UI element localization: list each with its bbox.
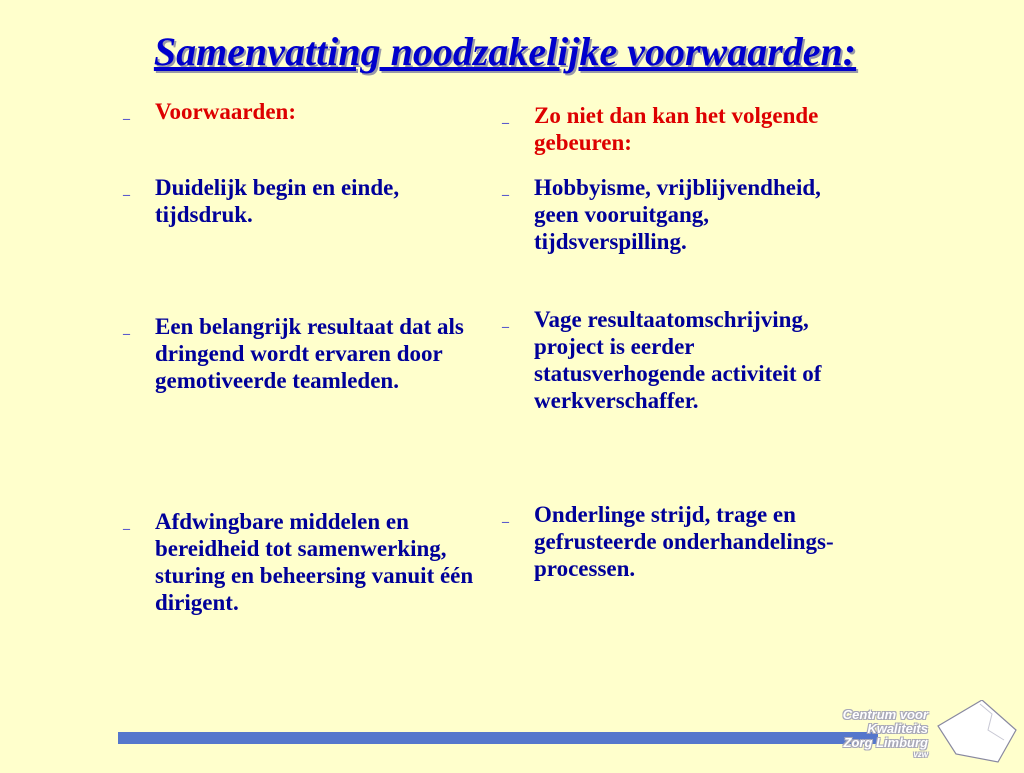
left-item-1 [123,174,475,228]
logo-line-2: Kwaliteits [867,721,928,736]
bullet-dash: _ [123,517,130,532]
footer-bar [118,732,878,744]
right-item-1 [502,174,844,255]
bullet-dash: _ [502,510,509,525]
bullet-dash: _ [502,111,509,126]
bullet-dash: _ [123,107,130,122]
right-item-2-text: Vage resultaatomschrijving, project is eerder statusverhogende activiteit of werkverschaffer. [534,307,822,413]
bullet-dash: _ [502,315,509,330]
right-item-1-text: Hobbyisme, vrijblijvendheid, geen vooruitgang, tijdsverspilling. [534,175,821,254]
right-item-0 [502,102,844,156]
left-item-3-text: Afdwingbare middelen en bereidheid tot samenwerking, sturing en beheersing vanuit één dirigent. [155,509,474,615]
right-item-0-text: Zo niet dan kan het volgende gebeuren: [534,103,819,155]
logo-line-4: vzw [913,750,928,759]
bullet-dash: _ [123,322,130,337]
right-item-3 [502,501,844,582]
bullet-dash: _ [502,183,509,198]
right-item-2 [502,306,844,414]
logo-line-3: Zorg Limburg [843,735,928,750]
left-item-0 [123,98,475,125]
left-item-1-text: Duidelijk begin en einde, tijdsdruk. [155,175,400,227]
left-item-2-text: Een belangrijk resultaat dat als dringend wordt ervaren door gemotiveerde teamleden. [155,314,464,393]
bullet-dash: _ [123,183,130,198]
right-item-3-text: Onderlinge strijd, trage en gefrusteerde onderhandelings-processen. [534,502,834,581]
organization-logo [820,700,1024,768]
slide-title: Samenvatting noodzakelijke voorwaarden: [153,29,857,74]
left-item-2 [123,313,475,394]
left-item-0-text: Voorwaarden: [155,99,296,124]
logo-line-1: Centrum voor [842,707,928,722]
left-item-3 [123,508,475,616]
